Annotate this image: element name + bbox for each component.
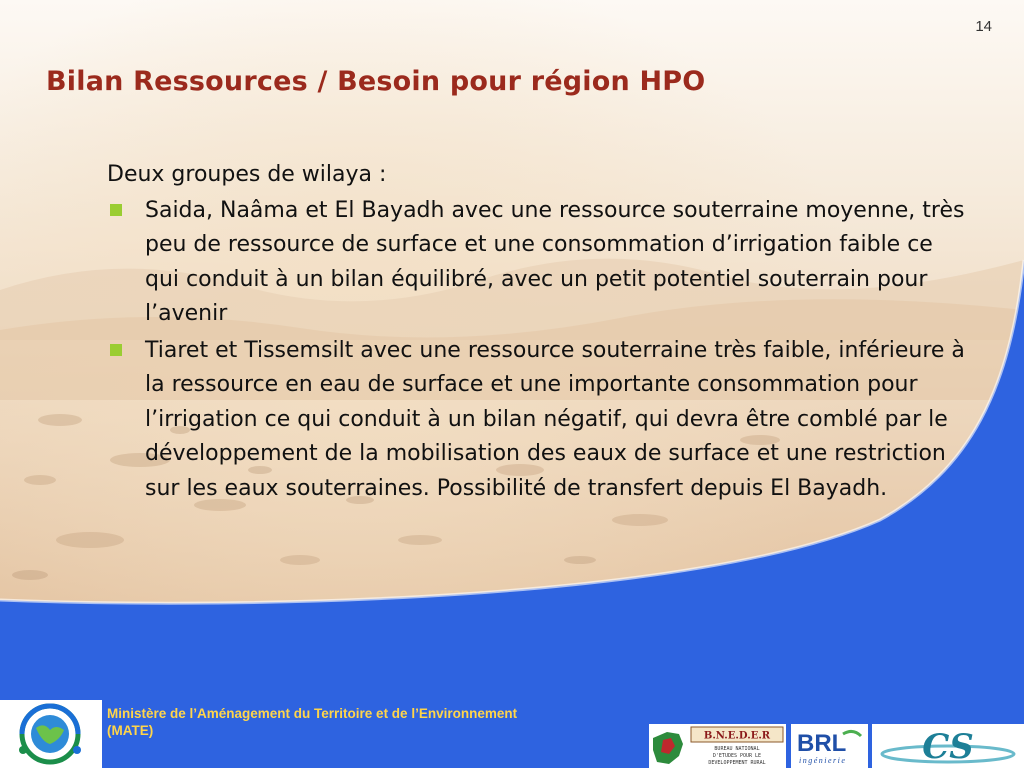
ministry-line-2: (MATE) [107,723,154,738]
brl-sub-text: ingénierie [799,756,847,765]
mate-logo [0,700,102,768]
square-bullet-icon [110,204,122,216]
bneder-map-icon [649,724,786,768]
cs-logo [872,724,1024,768]
brl-logo [791,724,868,768]
mate-emblem-icon [0,700,102,768]
cs-text: CS [922,727,974,767]
square-bullet-icon [110,344,122,356]
bneder-sub-3: DEVELOPPEMENT RURAL [708,760,766,766]
bneder-logo [649,724,786,768]
bullet-item [107,334,967,507]
bullet-text: Tiaret et Tissemsilt avec une ressource souterraine très faible, inférieure à la ressource en eau de surface et une importante consommation pour l’irrigation ce qui conduit à un bilan négatif, qui devra être comblé par le développement de la mobilisation des eaux de surface et une restriction sur les eaux souterraines. Possibilité de transfert depuis El Bayadh. [145,337,965,501]
ministry-name [107,705,647,739]
bullet-item [107,194,967,332]
bneder-title: B.N.E.D.E.R [703,730,771,742]
intro-text: Deux groupes de wilaya : [107,162,387,187]
bullet-list [107,194,967,507]
bneder-sub-1: BUREAU NATIONAL [714,746,760,752]
slide-title: Bilan Ressources / Besoin pour région HPO [46,66,706,97]
footer [0,688,1024,768]
brl-text: BRL [797,730,847,757]
ministry-line-1: Ministère de l’Aménagement du Territoire et de l’Environnement [107,706,518,721]
brl-wordmark-icon [791,724,868,768]
cs-wordmark-icon [872,724,1024,768]
bullet-text: Saida, Naâma et El Bayadh avec une ressource souterraine moyenne, très peu de ressource de surface et une consommation d’irrigation faible ce qui conduit à un bilan équilibré, avec un petit potentiel souterrain pour l’avenir [145,197,965,326]
slide-content [107,158,967,508]
slide-number: 14 [975,18,992,35]
bneder-sub-2: D'ETUDES POUR LE [712,753,762,759]
